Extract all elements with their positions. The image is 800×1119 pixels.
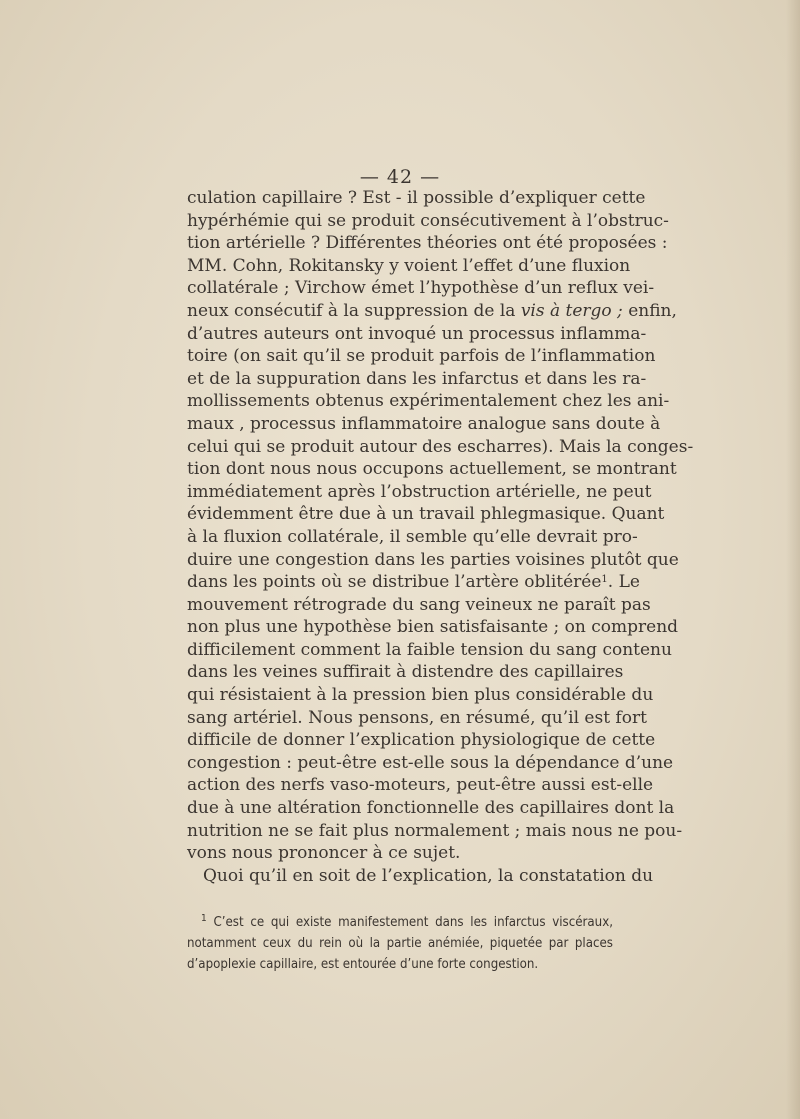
text-segment: dans les points où se distribue l’artère oblitérée (187, 572, 602, 593)
text-line: immédiatement après l’obstruction artérielle, ne peut (187, 481, 652, 502)
text-line: mouvement rétrograde du sang veineux ne paraît pas (187, 594, 651, 615)
text-line: duire une congestion dans les parties voisines plutôt que (187, 549, 679, 570)
text-line (187, 571, 640, 594)
footnote-line (187, 912, 613, 933)
text-line: d’autres auteurs ont invoqué un processus inflamma- (187, 323, 647, 344)
text-line: difficilement comment la faible tension du sang contenu (187, 639, 672, 660)
text-line: et de la suppuration dans les infarctus et dans les ra- (187, 368, 647, 389)
text-line: qui résistaient à la pression bien plus considérable du (187, 685, 654, 706)
text-segment: . Le (607, 572, 640, 593)
text-line: celui qui se produit autour des escharres). Mais la conges- (187, 436, 694, 457)
text-line: maux , processus inflammatoire analogue sans doute à (187, 413, 661, 434)
text-line: non plus une hypothèse bien satisfaisante ; on comprend (187, 617, 679, 638)
text-line: hypérhémie qui se produit consécutivement à l’obstruc- (187, 210, 669, 231)
text-line: à la fluxion collatérale, il semble qu’elle devrait pro- (187, 526, 638, 547)
text-segment: enfin, (622, 300, 677, 321)
text-line: vons nous prononcer à ce sujet. (187, 843, 461, 864)
footnote-line: notamment ceux du rein où la partie anémiée, piquetée par places (187, 936, 613, 951)
text-segment: neux consécutif à la suppression de la (187, 300, 516, 321)
body-text (187, 187, 694, 887)
text-line: difficile de donner l’explication physiologique de cette (187, 730, 656, 751)
text-line: MM. Cohn, Rokitansky y voient l’effet d’une fluxion (187, 255, 631, 276)
text-line: culation capillaire ? Est - il possible d’expliquer cette (187, 188, 646, 208)
footnote-marker: 1 (201, 913, 207, 924)
text-line: congestion : peut-être est-elle sous la dépendance d’une (187, 752, 674, 773)
italic-phrase: vis à tergo ; (520, 300, 623, 321)
page-number: — 42 — (359, 166, 441, 188)
text-line: collatérale ; Virchow émet l’hypothèse d’un reflux vei- (187, 278, 655, 299)
text-line: due à une altération fonctionnelle des capillaires dont la (187, 798, 675, 819)
text-line: dans les veines suffirait à distendre des capillaires (187, 662, 624, 683)
footnote-text: C’est ce qui existe manifestement dans les infarctus viscéraux, (213, 915, 613, 930)
text-line: toire (on sait qu’il se produit parfois de l’inflammation (187, 346, 656, 367)
footnote (187, 912, 613, 975)
text-line (187, 300, 677, 323)
text-line: évidemment être due à un travail phlegmasique. Quant (187, 504, 665, 525)
text-line: tion dont nous nous occupons actuellement, se montrant (187, 459, 677, 480)
text-line: Quoi qu’il en soit de l’explication, la constatation du (203, 865, 654, 886)
text-line: action des nerfs vaso-moteurs, peut-être aussi est-elle (187, 775, 654, 796)
footnote-line: d’apoplexie capillaire, est entourée d’une forte congestion. (187, 957, 539, 972)
text-line: nutrition ne se fait plus normalement ; mais nous ne pou- (187, 820, 683, 841)
footnote-reference: 1 (601, 574, 608, 586)
text-line: sang artériel. Nous pensons, en résumé, qu’il est fort (187, 707, 647, 728)
text-line: tion artérielle ? Différentes théories ont été proposées : (187, 233, 668, 254)
text-line: mollissements obtenus expérimentalement chez les ani- (187, 391, 670, 412)
